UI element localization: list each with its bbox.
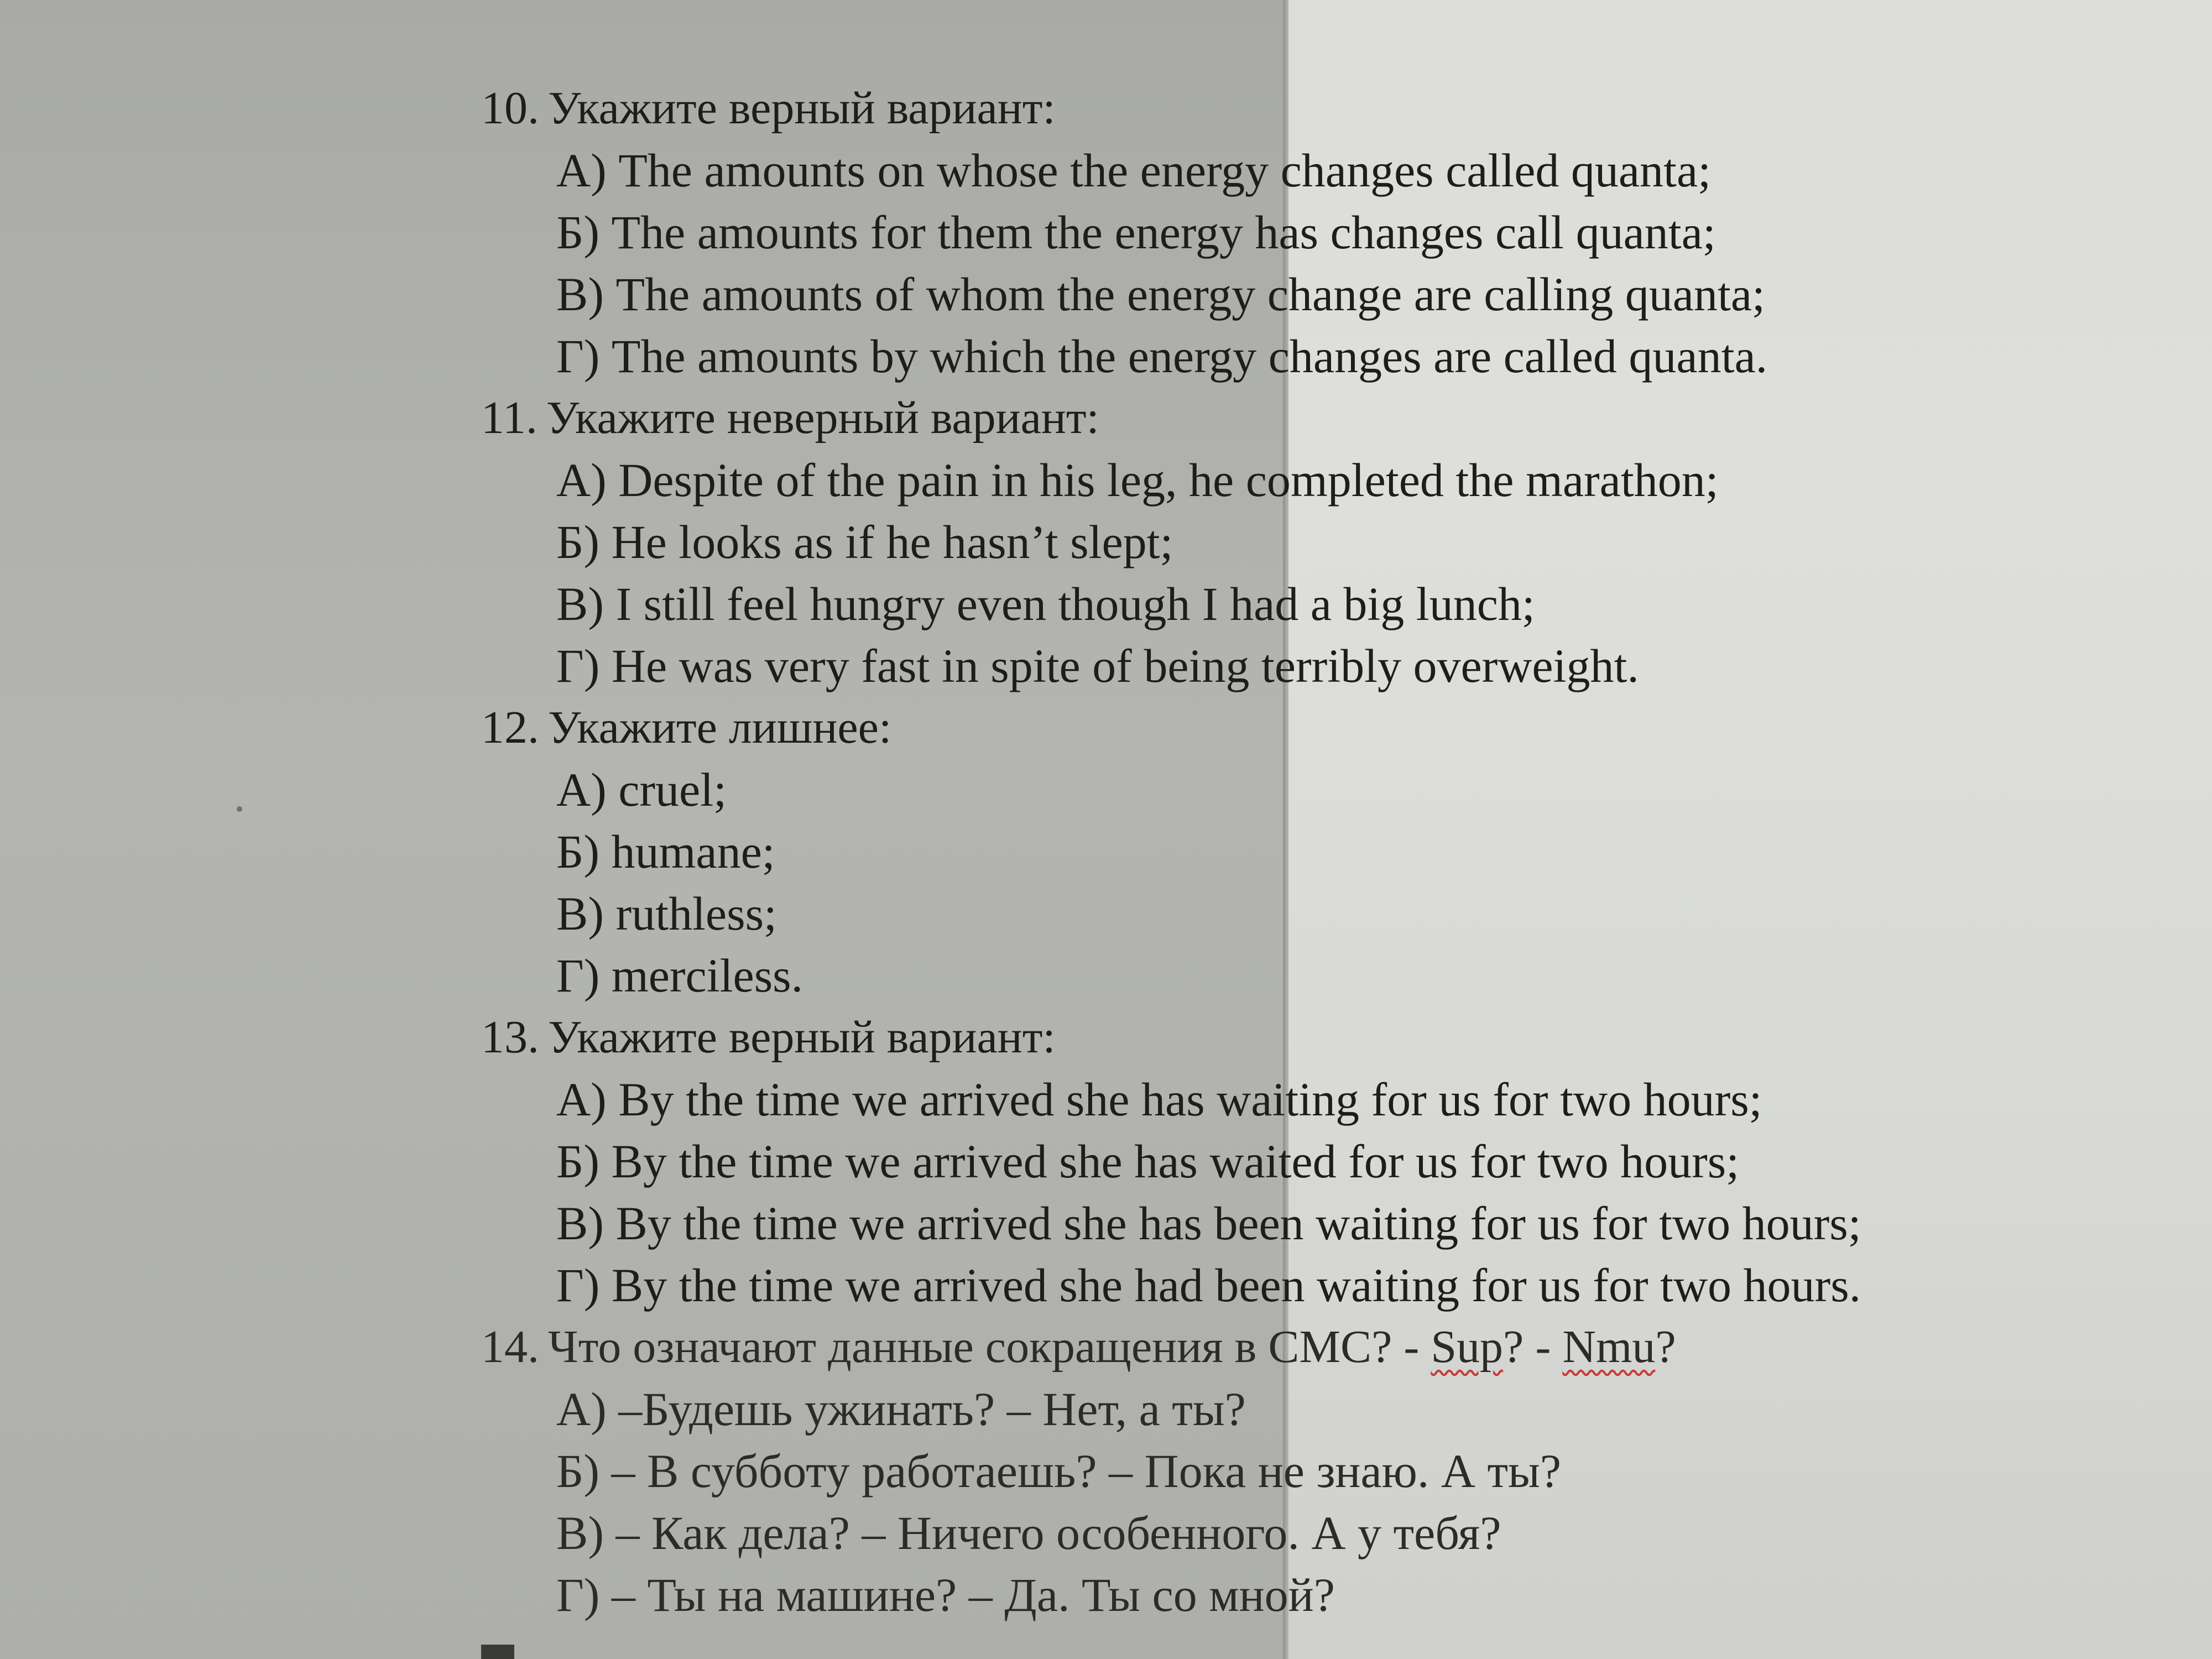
answer-option-a: А) –Будешь ужинать? – Нет, а ты? bbox=[556, 1383, 1246, 1436]
question-13 bbox=[481, 1006, 2168, 1316]
answer-option-v: В) I still feel hungry even though I had a big lunch; bbox=[556, 577, 1535, 630]
background-spot bbox=[237, 806, 242, 812]
answer-option-a: А) The amounts on whose the energy changes called quanta; bbox=[556, 144, 1712, 197]
prompt-tail: ? bbox=[1655, 1321, 1676, 1373]
answer-option-g: Г) The amounts by which the energy changes are called quanta. bbox=[556, 330, 1768, 383]
question-number: 10. bbox=[481, 82, 539, 134]
answer-option-a: А) By the time we arrived she has waiting for us for two hours; bbox=[556, 1073, 1762, 1126]
answer-option-b: Б) By the time we arrived she has waited for us for two hours; bbox=[556, 1135, 1740, 1188]
question-number: 13. bbox=[481, 1011, 539, 1063]
question-number: 11. bbox=[481, 392, 538, 444]
abbreviation-nmu: Nmu bbox=[1562, 1321, 1656, 1373]
question-number: 14. bbox=[481, 1321, 539, 1373]
answer-option-g: Г) He was very fast in spite of being terribly overweight. bbox=[556, 639, 1639, 692]
question-number: 12. bbox=[481, 702, 539, 753]
answer-option-a: А) Despite of the pain in his leg, he completed the marathon; bbox=[556, 453, 1719, 507]
question-14 bbox=[481, 1316, 2168, 1626]
answer-option-b: Б) humane; bbox=[556, 825, 775, 878]
answer-option-v: В) – Как дела? – Ничего особенного. А у тебя? bbox=[556, 1506, 1501, 1559]
question-title bbox=[481, 1006, 2168, 1068]
abbreviation-sup: Sup bbox=[1431, 1321, 1504, 1373]
question-prompt: Укажите верный вариант: bbox=[548, 82, 1056, 134]
answer-option-g: Г) merciless. bbox=[556, 949, 804, 1002]
question-title bbox=[481, 77, 2168, 139]
question-prompt: Укажите лишнее: bbox=[548, 702, 892, 753]
question-prompt bbox=[548, 1316, 1676, 1378]
answer-option-a: А) cruel; bbox=[556, 763, 727, 816]
question-10 bbox=[481, 77, 2168, 387]
answer-option-g: Г) – Ты на машине? – Да. Ты со мной? bbox=[556, 1568, 1335, 1621]
answer-option-b: Б) He looks as if he hasn’t slept; bbox=[556, 515, 1173, 568]
answer-option-v: В) The amounts of whom the energy change are calling quanta; bbox=[556, 268, 1765, 321]
answer-option-b: Б) – В субботу работаешь? – Пока не знаю. А ты? bbox=[556, 1444, 1562, 1498]
answer-option-b: Б) The amounts for them the energy has changes call quanta; bbox=[556, 206, 1716, 259]
question-12 bbox=[481, 697, 2168, 1006]
document-page bbox=[481, 77, 2168, 1626]
question-title bbox=[481, 697, 2168, 759]
cut-off-text-fragment bbox=[481, 1645, 514, 1659]
answer-option-v: В) By the time we arrived she has been waiting for us for two hours; bbox=[556, 1197, 1861, 1250]
question-11 bbox=[481, 387, 2168, 697]
question-title bbox=[481, 1316, 2168, 1378]
question-title bbox=[481, 387, 2168, 449]
question-prompt: Укажите неверный вариант: bbox=[546, 392, 1099, 444]
prompt-separator: ? - bbox=[1503, 1321, 1563, 1373]
answer-option-v: В) ruthless; bbox=[556, 887, 777, 940]
answer-option-g: Г) By the time we arrived she had been waiting for us for two hours. bbox=[556, 1259, 1861, 1312]
prompt-lead: Что означают данные сокращения в СМС? - bbox=[548, 1321, 1431, 1373]
question-prompt: Укажите верный вариант: bbox=[548, 1011, 1056, 1063]
